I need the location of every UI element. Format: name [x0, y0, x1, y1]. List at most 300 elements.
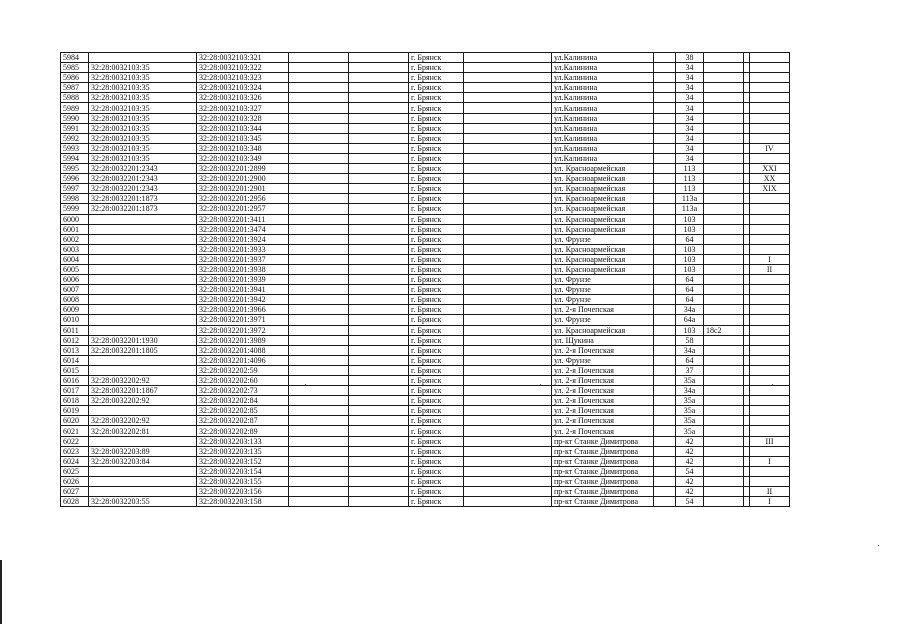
row-number-cell: 5998 — [61, 194, 89, 204]
empty-cell — [349, 244, 409, 254]
empty-cell — [289, 194, 349, 204]
empty-cell — [289, 476, 349, 486]
building-suffix-cell — [704, 355, 744, 365]
empty-cell — [349, 456, 409, 466]
scan-speck — [772, 384, 773, 385]
empty-cell — [289, 153, 349, 163]
table-row — [61, 416, 790, 426]
empty-cell — [289, 264, 349, 274]
block-cadastral-cell — [89, 295, 197, 305]
empty-cell — [349, 143, 409, 153]
street-cell: ул. Фрунзе — [552, 355, 654, 365]
empty-cell — [349, 53, 409, 63]
row-number-cell: 6025 — [61, 466, 89, 476]
city-cell: г. Брянск — [409, 406, 464, 416]
premises-number-cell — [750, 93, 790, 103]
row-number-cell: 5985 — [61, 63, 89, 73]
block-cadastral-cell: 32:28:0032203:55 — [89, 497, 197, 507]
empty-cell — [464, 184, 552, 194]
empty-cell — [349, 194, 409, 204]
block-cadastral-cell — [89, 476, 197, 486]
premises-number-cell — [750, 153, 790, 163]
city-cell: г. Брянск — [409, 456, 464, 466]
city-cell: г. Брянск — [409, 53, 464, 63]
street-cell: ул.Калинина — [552, 133, 654, 143]
empty-cell — [654, 103, 676, 113]
premises-number-cell: I — [750, 497, 790, 507]
premises-number-cell — [750, 244, 790, 254]
city-cell: г. Брянск — [409, 426, 464, 436]
empty-cell — [654, 335, 676, 345]
object-cadastral-cell: 32:28:0032103:345 — [197, 133, 289, 143]
empty-cell — [289, 345, 349, 355]
object-cadastral-cell: 32:28:0032201:3411 — [197, 214, 289, 224]
row-number-cell: 6012 — [61, 335, 89, 345]
house-number-cell: 34 — [676, 63, 704, 73]
block-cadastral-cell: 32:28:0032203:89 — [89, 446, 197, 456]
row-number-cell: 6000 — [61, 214, 89, 224]
street-cell: ул.Калинина — [552, 123, 654, 133]
object-cadastral-cell: 32:28:0032203:158 — [197, 497, 289, 507]
building-suffix-cell — [704, 315, 744, 325]
house-number-cell: 58 — [676, 335, 704, 345]
empty-cell — [289, 315, 349, 325]
premises-number-cell — [750, 365, 790, 375]
premises-number-cell — [750, 335, 790, 345]
scan-speck — [878, 545, 879, 546]
city-cell: г. Брянск — [409, 386, 464, 396]
house-number-cell: 37 — [676, 365, 704, 375]
street-cell: ул. Красноармейская — [552, 204, 654, 214]
object-cadastral-cell: 32:28:0032203:135 — [197, 446, 289, 456]
table-row — [61, 83, 790, 93]
premises-number-cell: II — [750, 264, 790, 274]
row-number-cell: 6001 — [61, 224, 89, 234]
empty-cell — [464, 73, 552, 83]
table-row — [61, 63, 790, 73]
empty-cell — [349, 376, 409, 386]
table-row — [61, 153, 790, 163]
block-cadastral-cell: 32:28:0032103:35 — [89, 143, 197, 153]
house-number-cell: 103 — [676, 224, 704, 234]
table-row — [61, 194, 790, 204]
block-cadastral-cell: 32:28:0032201:1930 — [89, 335, 197, 345]
city-cell: г. Брянск — [409, 396, 464, 406]
building-suffix-cell — [704, 487, 744, 497]
empty-cell — [654, 53, 676, 63]
block-cadastral-cell — [89, 436, 197, 446]
building-suffix-cell — [704, 194, 744, 204]
empty-cell — [464, 376, 552, 386]
row-number-cell: 6019 — [61, 406, 89, 416]
row-number-cell: 6028 — [61, 497, 89, 507]
empty-cell — [289, 143, 349, 153]
empty-cell — [464, 244, 552, 254]
block-cadastral-cell: 32:28:0032103:35 — [89, 113, 197, 123]
premises-number-cell: XXI — [750, 164, 790, 174]
empty-cell — [349, 497, 409, 507]
row-number-cell: 5991 — [61, 123, 89, 133]
block-cadastral-cell — [89, 214, 197, 224]
building-suffix-cell — [704, 285, 744, 295]
empty-cell — [464, 214, 552, 224]
city-cell: г. Брянск — [409, 335, 464, 345]
table-row — [61, 123, 790, 133]
scan-speck — [540, 384, 541, 385]
empty-cell — [289, 456, 349, 466]
empty-cell — [289, 164, 349, 174]
row-number-cell: 6027 — [61, 487, 89, 497]
object-cadastral-cell: 32:28:0032202:89 — [197, 426, 289, 436]
empty-cell — [464, 406, 552, 416]
empty-cell — [289, 466, 349, 476]
premises-number-cell — [750, 386, 790, 396]
row-number-cell: 6009 — [61, 305, 89, 315]
house-number-cell: 42 — [676, 446, 704, 456]
empty-cell — [289, 234, 349, 244]
premises-number-cell — [750, 194, 790, 204]
row-number-cell: 5990 — [61, 113, 89, 123]
premises-number-cell: IV — [750, 143, 790, 153]
empty-cell — [289, 355, 349, 365]
premises-number-cell — [750, 285, 790, 295]
empty-cell — [464, 345, 552, 355]
empty-cell — [654, 194, 676, 204]
table-row — [61, 386, 790, 396]
block-cadastral-cell: 32:28:0032201:1873 — [89, 194, 197, 204]
street-cell: ул.Калинина — [552, 73, 654, 83]
table-row — [61, 204, 790, 214]
object-cadastral-cell: 32:28:0032103:344 — [197, 123, 289, 133]
premises-number-cell — [750, 113, 790, 123]
building-suffix-cell — [704, 133, 744, 143]
building-suffix-cell — [704, 63, 744, 73]
empty-cell — [464, 325, 552, 335]
registry-body — [61, 53, 790, 507]
street-cell: пр-кт Станке Димитрова — [552, 436, 654, 446]
empty-cell — [349, 133, 409, 143]
empty-cell — [289, 63, 349, 73]
empty-cell — [654, 315, 676, 325]
block-cadastral-cell — [89, 406, 197, 416]
empty-cell — [654, 305, 676, 315]
empty-cell — [464, 174, 552, 184]
empty-cell — [349, 103, 409, 113]
empty-cell — [464, 436, 552, 446]
empty-cell — [464, 153, 552, 163]
empty-cell — [289, 295, 349, 305]
empty-cell — [464, 305, 552, 315]
city-cell: г. Брянск — [409, 254, 464, 264]
city-cell: г. Брянск — [409, 436, 464, 446]
row-number-cell: 6015 — [61, 365, 89, 375]
block-cadastral-cell — [89, 365, 197, 375]
object-cadastral-cell: 32:28:0032202:59 — [197, 365, 289, 375]
empty-cell — [349, 476, 409, 486]
block-cadastral-cell — [89, 305, 197, 315]
premises-number-cell — [750, 204, 790, 214]
house-number-cell: 64 — [676, 275, 704, 285]
empty-cell — [289, 224, 349, 234]
city-cell: г. Брянск — [409, 123, 464, 133]
object-cadastral-cell: 32:28:0032201:4088 — [197, 345, 289, 355]
empty-cell — [289, 103, 349, 113]
empty-cell — [289, 396, 349, 406]
city-cell: г. Брянск — [409, 295, 464, 305]
empty-cell — [654, 396, 676, 406]
street-cell: ул. Щукина — [552, 335, 654, 345]
object-cadastral-cell: 32:28:0032202:73 — [197, 386, 289, 396]
row-number-cell: 6016 — [61, 376, 89, 386]
empty-cell — [289, 335, 349, 345]
building-suffix-cell — [704, 264, 744, 274]
premises-number-cell — [750, 325, 790, 335]
premises-number-cell — [750, 426, 790, 436]
empty-cell — [654, 446, 676, 456]
premises-number-cell — [750, 53, 790, 63]
empty-cell — [349, 153, 409, 163]
row-number-cell: 6022 — [61, 436, 89, 446]
house-number-cell: 113 — [676, 184, 704, 194]
street-cell: ул. Красноармейская — [552, 264, 654, 274]
empty-cell — [289, 123, 349, 133]
building-suffix-cell — [704, 123, 744, 133]
row-number-cell: 5994 — [61, 153, 89, 163]
table-row — [61, 103, 790, 113]
empty-cell — [654, 234, 676, 244]
building-suffix-cell — [704, 53, 744, 63]
street-cell: ул. 2-я Почепская — [552, 406, 654, 416]
city-cell: г. Брянск — [409, 446, 464, 456]
empty-cell — [349, 335, 409, 345]
table-row — [61, 325, 790, 335]
empty-cell — [654, 345, 676, 355]
premises-number-cell — [750, 355, 790, 365]
house-number-cell: 34 — [676, 113, 704, 123]
street-cell: ул. Красноармейская — [552, 174, 654, 184]
empty-cell — [654, 133, 676, 143]
empty-cell — [349, 416, 409, 426]
object-cadastral-cell: 32:28:0032201:3474 — [197, 224, 289, 234]
street-cell: пр-кт Станке Димитрова — [552, 456, 654, 466]
block-cadastral-cell: 32:28:0032201:1873 — [89, 204, 197, 214]
empty-cell — [289, 497, 349, 507]
object-cadastral-cell: 32:28:0032103:323 — [197, 73, 289, 83]
table-row — [61, 214, 790, 224]
empty-cell — [654, 456, 676, 466]
block-cadastral-cell — [89, 275, 197, 285]
object-cadastral-cell: 32:28:0032201:3966 — [197, 305, 289, 315]
house-number-cell: 103 — [676, 325, 704, 335]
table-row — [61, 345, 790, 355]
row-number-cell: 5988 — [61, 93, 89, 103]
empty-cell — [289, 487, 349, 497]
empty-cell — [289, 376, 349, 386]
block-cadastral-cell: 32:28:0032103:35 — [89, 93, 197, 103]
empty-cell — [464, 93, 552, 103]
block-cadastral-cell: 32:28:0032201:2343 — [89, 184, 197, 194]
premises-number-cell: III — [750, 436, 790, 446]
block-cadastral-cell: 32:28:0032103:35 — [89, 83, 197, 93]
city-cell: г. Брянск — [409, 93, 464, 103]
object-cadastral-cell: 32:28:0032201:3989 — [197, 335, 289, 345]
city-cell: г. Брянск — [409, 184, 464, 194]
object-cadastral-cell: 32:28:0032201:3933 — [197, 244, 289, 254]
object-cadastral-cell: 32:28:0032103:349 — [197, 153, 289, 163]
street-cell: ул.Калинина — [552, 143, 654, 153]
building-suffix-cell — [704, 365, 744, 375]
building-suffix-cell — [704, 406, 744, 416]
house-number-cell: 42 — [676, 436, 704, 446]
empty-cell — [464, 315, 552, 325]
empty-cell — [654, 63, 676, 73]
city-cell: г. Брянск — [409, 204, 464, 214]
table-row — [61, 487, 790, 497]
empty-cell — [654, 416, 676, 426]
empty-cell — [464, 53, 552, 63]
table-row — [61, 143, 790, 153]
premises-number-cell — [750, 315, 790, 325]
table-row — [61, 335, 790, 345]
house-number-cell: 34 — [676, 153, 704, 163]
empty-cell — [289, 446, 349, 456]
empty-cell — [289, 133, 349, 143]
row-number-cell: 6023 — [61, 446, 89, 456]
object-cadastral-cell: 32:28:0032202:85 — [197, 406, 289, 416]
empty-cell — [464, 335, 552, 345]
object-cadastral-cell: 32:28:0032201:2900 — [197, 174, 289, 184]
block-cadastral-cell: 32:28:0032203:84 — [89, 456, 197, 466]
city-cell: г. Брянск — [409, 315, 464, 325]
empty-cell — [654, 123, 676, 133]
object-cadastral-cell: 32:28:0032201:2957 — [197, 204, 289, 214]
building-suffix-cell — [704, 143, 744, 153]
table-row — [61, 436, 790, 446]
empty-cell — [289, 436, 349, 446]
row-number-cell: 6014 — [61, 355, 89, 365]
city-cell: г. Брянск — [409, 103, 464, 113]
street-cell: ул.Калинина — [552, 63, 654, 73]
building-suffix-cell — [704, 295, 744, 305]
building-suffix-cell — [704, 234, 744, 244]
block-cadastral-cell — [89, 466, 197, 476]
empty-cell — [289, 244, 349, 254]
table-row — [61, 184, 790, 194]
empty-cell — [654, 93, 676, 103]
empty-cell — [464, 133, 552, 143]
table-row — [61, 285, 790, 295]
empty-cell — [289, 184, 349, 194]
house-number-cell: 42 — [676, 487, 704, 497]
empty-cell — [654, 476, 676, 486]
row-number-cell: 6010 — [61, 315, 89, 325]
premises-number-cell — [750, 63, 790, 73]
empty-cell — [349, 446, 409, 456]
table-row — [61, 264, 790, 274]
street-cell: ул. 2-я Почепская — [552, 345, 654, 355]
house-number-cell: 113а — [676, 204, 704, 214]
street-cell: ул. Фрунзе — [552, 234, 654, 244]
block-cadastral-cell — [89, 487, 197, 497]
city-cell: г. Брянск — [409, 143, 464, 153]
block-cadastral-cell: 32:28:0032103:35 — [89, 123, 197, 133]
empty-cell — [654, 224, 676, 234]
table-row — [61, 426, 790, 436]
building-suffix-cell — [704, 184, 744, 194]
building-suffix-cell — [704, 93, 744, 103]
empty-cell — [349, 234, 409, 244]
object-cadastral-cell: 32:28:0032103:324 — [197, 83, 289, 93]
row-number-cell: 6024 — [61, 456, 89, 466]
street-cell: ул. 2-я Почепская — [552, 376, 654, 386]
table-row — [61, 365, 790, 375]
table-row — [61, 466, 790, 476]
empty-cell — [654, 113, 676, 123]
street-cell: ул. Фрунзе — [552, 275, 654, 285]
block-cadastral-cell: 32:28:0032202:92 — [89, 396, 197, 406]
city-cell: г. Брянск — [409, 285, 464, 295]
table-row — [61, 113, 790, 123]
empty-cell — [464, 224, 552, 234]
city-cell: г. Брянск — [409, 376, 464, 386]
empty-cell — [349, 224, 409, 234]
premises-number-cell — [750, 234, 790, 244]
house-number-cell: 103 — [676, 244, 704, 254]
city-cell: г. Брянск — [409, 487, 464, 497]
row-number-cell: 5999 — [61, 204, 89, 214]
premises-number-cell: XIX — [750, 184, 790, 194]
empty-cell — [654, 355, 676, 365]
empty-cell — [349, 345, 409, 355]
house-number-cell: 113 — [676, 164, 704, 174]
premises-number-cell — [750, 73, 790, 83]
table-row — [61, 497, 790, 507]
premises-number-cell — [750, 295, 790, 305]
premises-number-cell: I — [750, 254, 790, 264]
empty-cell — [464, 295, 552, 305]
empty-cell — [464, 456, 552, 466]
empty-cell — [654, 184, 676, 194]
house-number-cell: 64 — [676, 355, 704, 365]
empty-cell — [464, 254, 552, 264]
empty-cell — [654, 153, 676, 163]
house-number-cell: 64 — [676, 234, 704, 244]
block-cadastral-cell — [89, 315, 197, 325]
table-row — [61, 456, 790, 466]
premises-number-cell — [750, 446, 790, 456]
object-cadastral-cell: 32:28:0032201:3971 — [197, 315, 289, 325]
empty-cell — [349, 214, 409, 224]
empty-cell — [654, 487, 676, 497]
row-number-cell: 6006 — [61, 275, 89, 285]
building-suffix-cell — [704, 244, 744, 254]
street-cell: ул. Фрунзе — [552, 285, 654, 295]
building-suffix-cell — [704, 446, 744, 456]
premises-number-cell — [750, 123, 790, 133]
row-number-cell: 5995 — [61, 164, 89, 174]
house-number-cell: 113 — [676, 174, 704, 184]
city-cell: г. Брянск — [409, 466, 464, 476]
registry-table — [60, 52, 790, 507]
row-number-cell: 5989 — [61, 103, 89, 113]
house-number-cell: 42 — [676, 456, 704, 466]
house-number-cell: 64 — [676, 295, 704, 305]
empty-cell — [464, 487, 552, 497]
building-suffix-cell — [704, 396, 744, 406]
object-cadastral-cell: 32:28:0032201:3941 — [197, 285, 289, 295]
empty-cell — [349, 113, 409, 123]
building-suffix-cell — [704, 345, 744, 355]
